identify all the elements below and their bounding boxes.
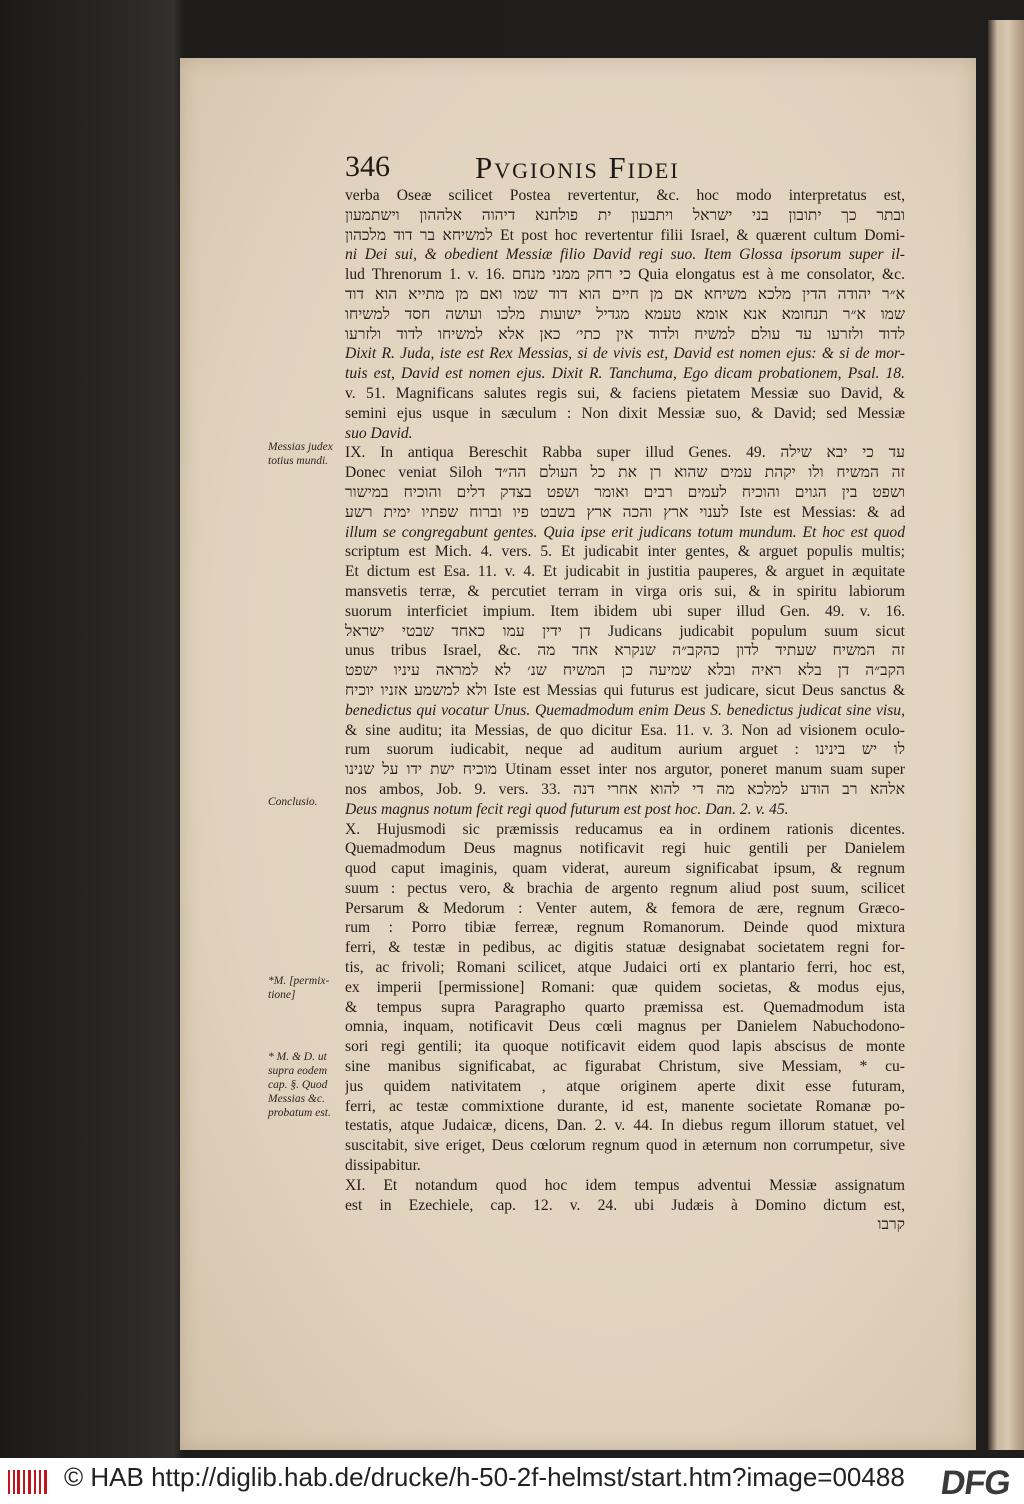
text-line: sori regi gentili; ita quoque notificavit eidem quod lapis abscisus de monte bbox=[345, 1038, 905, 1056]
book-edge bbox=[988, 20, 1024, 1450]
text-line: rum : Porro tibiæ ferreæ, regnum Romanorum. Deinde quod mixtura bbox=[345, 919, 905, 937]
text-line: למשיחא בר דוד מלכהון Et post hoc revertentur filii Israel, & quærent cultum Domi- bbox=[345, 226, 905, 244]
text-line: ni Dei sui, & obedient Messiæ filio David regi suo. Item Glossa ipsorum super il- bbox=[345, 246, 905, 264]
text-line: illum se congregabunt gentes. Quia ipse erit judicans totum mundum. Et hoc est quod bbox=[345, 523, 905, 541]
dfg-logo: DFG bbox=[938, 1464, 1013, 1502]
page-title: Pvgionis Fidei bbox=[475, 150, 680, 185]
text-line: suscitabit, sive eriget, Deus cœlorum regnum quod in æternum non corrumpetur, sive bbox=[345, 1137, 905, 1155]
text-line: quod caput imaginis, quam viderat, aureum significabat ipsum, & regnum bbox=[345, 860, 905, 878]
margin-note-permixtione: *M. [permix- tione] bbox=[268, 975, 330, 1001]
barcode-icon bbox=[8, 1470, 50, 1494]
text-line: unus tribus Israel, &c. זה המשיח שעתיד לדון כהקב״ה שנקרא אחד מה bbox=[345, 642, 905, 660]
text-line: rum suorum iudicabit, neque ad auditum aurium arguet : לו יש בינינו bbox=[345, 741, 905, 759]
text-line: suorum interficiet impium. Item ibidem ubi super illud Gen. 49. v. 16. bbox=[345, 602, 905, 620]
text-line: nos ambos, Job. 9. vers. 33. אלהא רב הודע למלכא מה די להוא אחרי דנה bbox=[345, 780, 905, 798]
text-line: לענוי ארץ והכה ארץ בשבט פיו וברוח שפתיו ימית רשע Iste est Messias: & ad bbox=[345, 503, 905, 521]
text-line: ferri, ac testæ commixtione durante, id est, manente societate Romanæ po- bbox=[345, 1097, 905, 1115]
text-line: XI. Et notandum quod hoc idem tempus adventui Messiæ assignatum bbox=[345, 1176, 905, 1194]
text-line: Quemadmodum Deus magnus notificavit regi huic gentili per Danielem bbox=[345, 840, 905, 858]
text-line: mansvetis terræ, & percutiet terram in virga oris sui, & in spiritu labiorum bbox=[345, 582, 905, 600]
text-line: scriptum est Mich. 4. vers. 5. Et judicabit inter gentes, & arguet populis multis; bbox=[345, 543, 905, 561]
text-line: verba Oseæ scilicet Postea revertentur, &c. hoc modo interpretatus est, bbox=[345, 187, 905, 204]
text-line: tuis est, David est nomen ejus. Dixit R. Tanchuma, Ego dicam probationem, Psal. 18. bbox=[345, 365, 905, 383]
text-line: Dixit R. Juda, iste est Rex Messias, si de vivis est, David est nomen ejus: & si de mor- bbox=[345, 345, 905, 363]
text-line: א״ר יהודה הדין מלכא משיחא אם מן חיים הוא דוד שמו ואם מן מתייא הוא דוד bbox=[345, 285, 905, 303]
text-line: מוכיח ישת ידו על שנינו Utinam esset inter nos argutor, poneret manum suam super bbox=[345, 761, 905, 779]
margin-note-messias: Messias judex totius mundi. bbox=[268, 441, 333, 467]
text-line: jus quidem nativitatem , atque originem aperte dixit esse futuram, bbox=[345, 1077, 905, 1095]
text-line: testatis, atque Judaicæ, dicens, Dan. 2. v. 44. In diebus regum illorum statuet, vel bbox=[345, 1117, 905, 1135]
text-line: ולא למשמע אזניו יוכיח Iste est Messias qui futurus est judicare, sicut Deus sanctus & bbox=[345, 681, 905, 699]
text-line: sine manibus significabat, ac figurabat Christum, sive Messiam, * cu- bbox=[345, 1058, 905, 1076]
text-line: dissipabitur. bbox=[345, 1157, 421, 1175]
footer-url-link[interactable]: © HAB http://diglib.hab.de/drucke/h-50-2f-helmst/start.htm?image=00488 bbox=[64, 1462, 905, 1492]
text-line: suo David. bbox=[345, 424, 413, 442]
text-line: לדוד ולזרעו עד עולם למשיח ולדוד אין כתי׳ כאן אלא למשיחו לדוד ולזרעו bbox=[345, 325, 905, 343]
text-line: X. Hujusmodi sic præmissis reducamus ea in ordinem rationis dicentes. bbox=[345, 820, 905, 838]
text-line: lud Threnorum 1. v. 16. כי רחק ממני מנחם Quia elongatus est à me consolator, &c. bbox=[345, 266, 905, 284]
text-line: benedictus qui vocatur Unus. Quemadmodum enim Deus S. benedictus judicat sine visu, bbox=[345, 701, 905, 719]
text-line: suum : pectus vero, & brachia de argento regnum aliud post suum, scilicet bbox=[345, 879, 905, 897]
text-line: tis, ac frivoli; Romani scilicet, atque Judaici orti ex plantario ferri, hoc est, bbox=[345, 959, 905, 977]
text-line: ובתר כך יתובון בני ישראל ויתבעון ית פולחנא דיהוה אלההון וישתמעון bbox=[345, 206, 905, 224]
text-line: IX. In antiqua Bereschit Rabba super illud Genes. 49. עד כי יבא שילה bbox=[345, 444, 905, 462]
margin-note-conclusio: Conclusio. bbox=[268, 796, 318, 808]
catchword: קרבו bbox=[877, 1216, 905, 1234]
text-line: ושפט בין הגוים והוכיח לעמים רבים ואומר ושפט בצדק דלים והוכיח במישור bbox=[345, 483, 905, 501]
text-line: Persarum & Medorum : Venter autem, & femora de ære, regnum Græco- bbox=[345, 899, 905, 917]
text-line: Deus magnus notum fecit regi quod futurum est post hoc. Dan. 2. v. 45. bbox=[345, 800, 789, 818]
text-line: & sine auditu; ita Messias, de quo dicitur Esa. 11. v. 3. Non ad visionem oculo- bbox=[345, 721, 905, 739]
text-line: Et dictum est Esa. 11. v. 4. Et judicabit in justitia pauperes, & arguet in æquitate bbox=[345, 563, 905, 581]
text-line: & tempus supra Paragrapho quarto præmissa est. Quemadmodum ista bbox=[345, 998, 905, 1016]
text-line: omnia, inquam, notificavit Deus cœli magnus per Danielem Nabuchodono- bbox=[345, 1018, 905, 1036]
text-line: שמו א״ר תנחומא אנא אומא טעמא מגדיל ישועות מלכו ועושה חסד למשיחו bbox=[345, 305, 905, 323]
text-line: semini ejus usque in sæculum : Non dixit Messiæ suo, & David; sed Messiæ bbox=[345, 404, 905, 422]
text-line: v. 51. Magnificans salutes regis sui, & faciens pietatem Messiæ suo David, & bbox=[345, 384, 905, 402]
margin-note-reference: * M. & D. ut supra eodem cap. §. Quod Messias &c. probatum est. bbox=[268, 1051, 331, 1119]
page-number: 346 bbox=[345, 150, 390, 183]
body-text bbox=[345, 186, 905, 1235]
text-line: Donec veniat Siloh זה המשיח ולו יקהת עמים שהוא רן את כל העולם הה״ד bbox=[345, 464, 905, 482]
text-line: ferri, & testæ in pedibus, ac digitis statuæ designabat societatem regni for- bbox=[345, 939, 905, 957]
text-line: ex imperii [permissione] Romani: quæ quidem societas, & modus ejus, bbox=[345, 978, 905, 996]
text-line: est in Ezechiele, cap. 12. v. 24. ubi Judæis à Domino dictum est, bbox=[345, 1196, 905, 1214]
text-line: הקב״ה דן בלא ראיה ובלא שמיעה כן המשיח שנ׳ לא למראה עיניו ישפט bbox=[345, 662, 905, 680]
running-head bbox=[345, 150, 905, 184]
text-line: דן ידין עמו כאחד שבטי ישראל Judicans judicabit populum suum sicut bbox=[345, 622, 905, 640]
